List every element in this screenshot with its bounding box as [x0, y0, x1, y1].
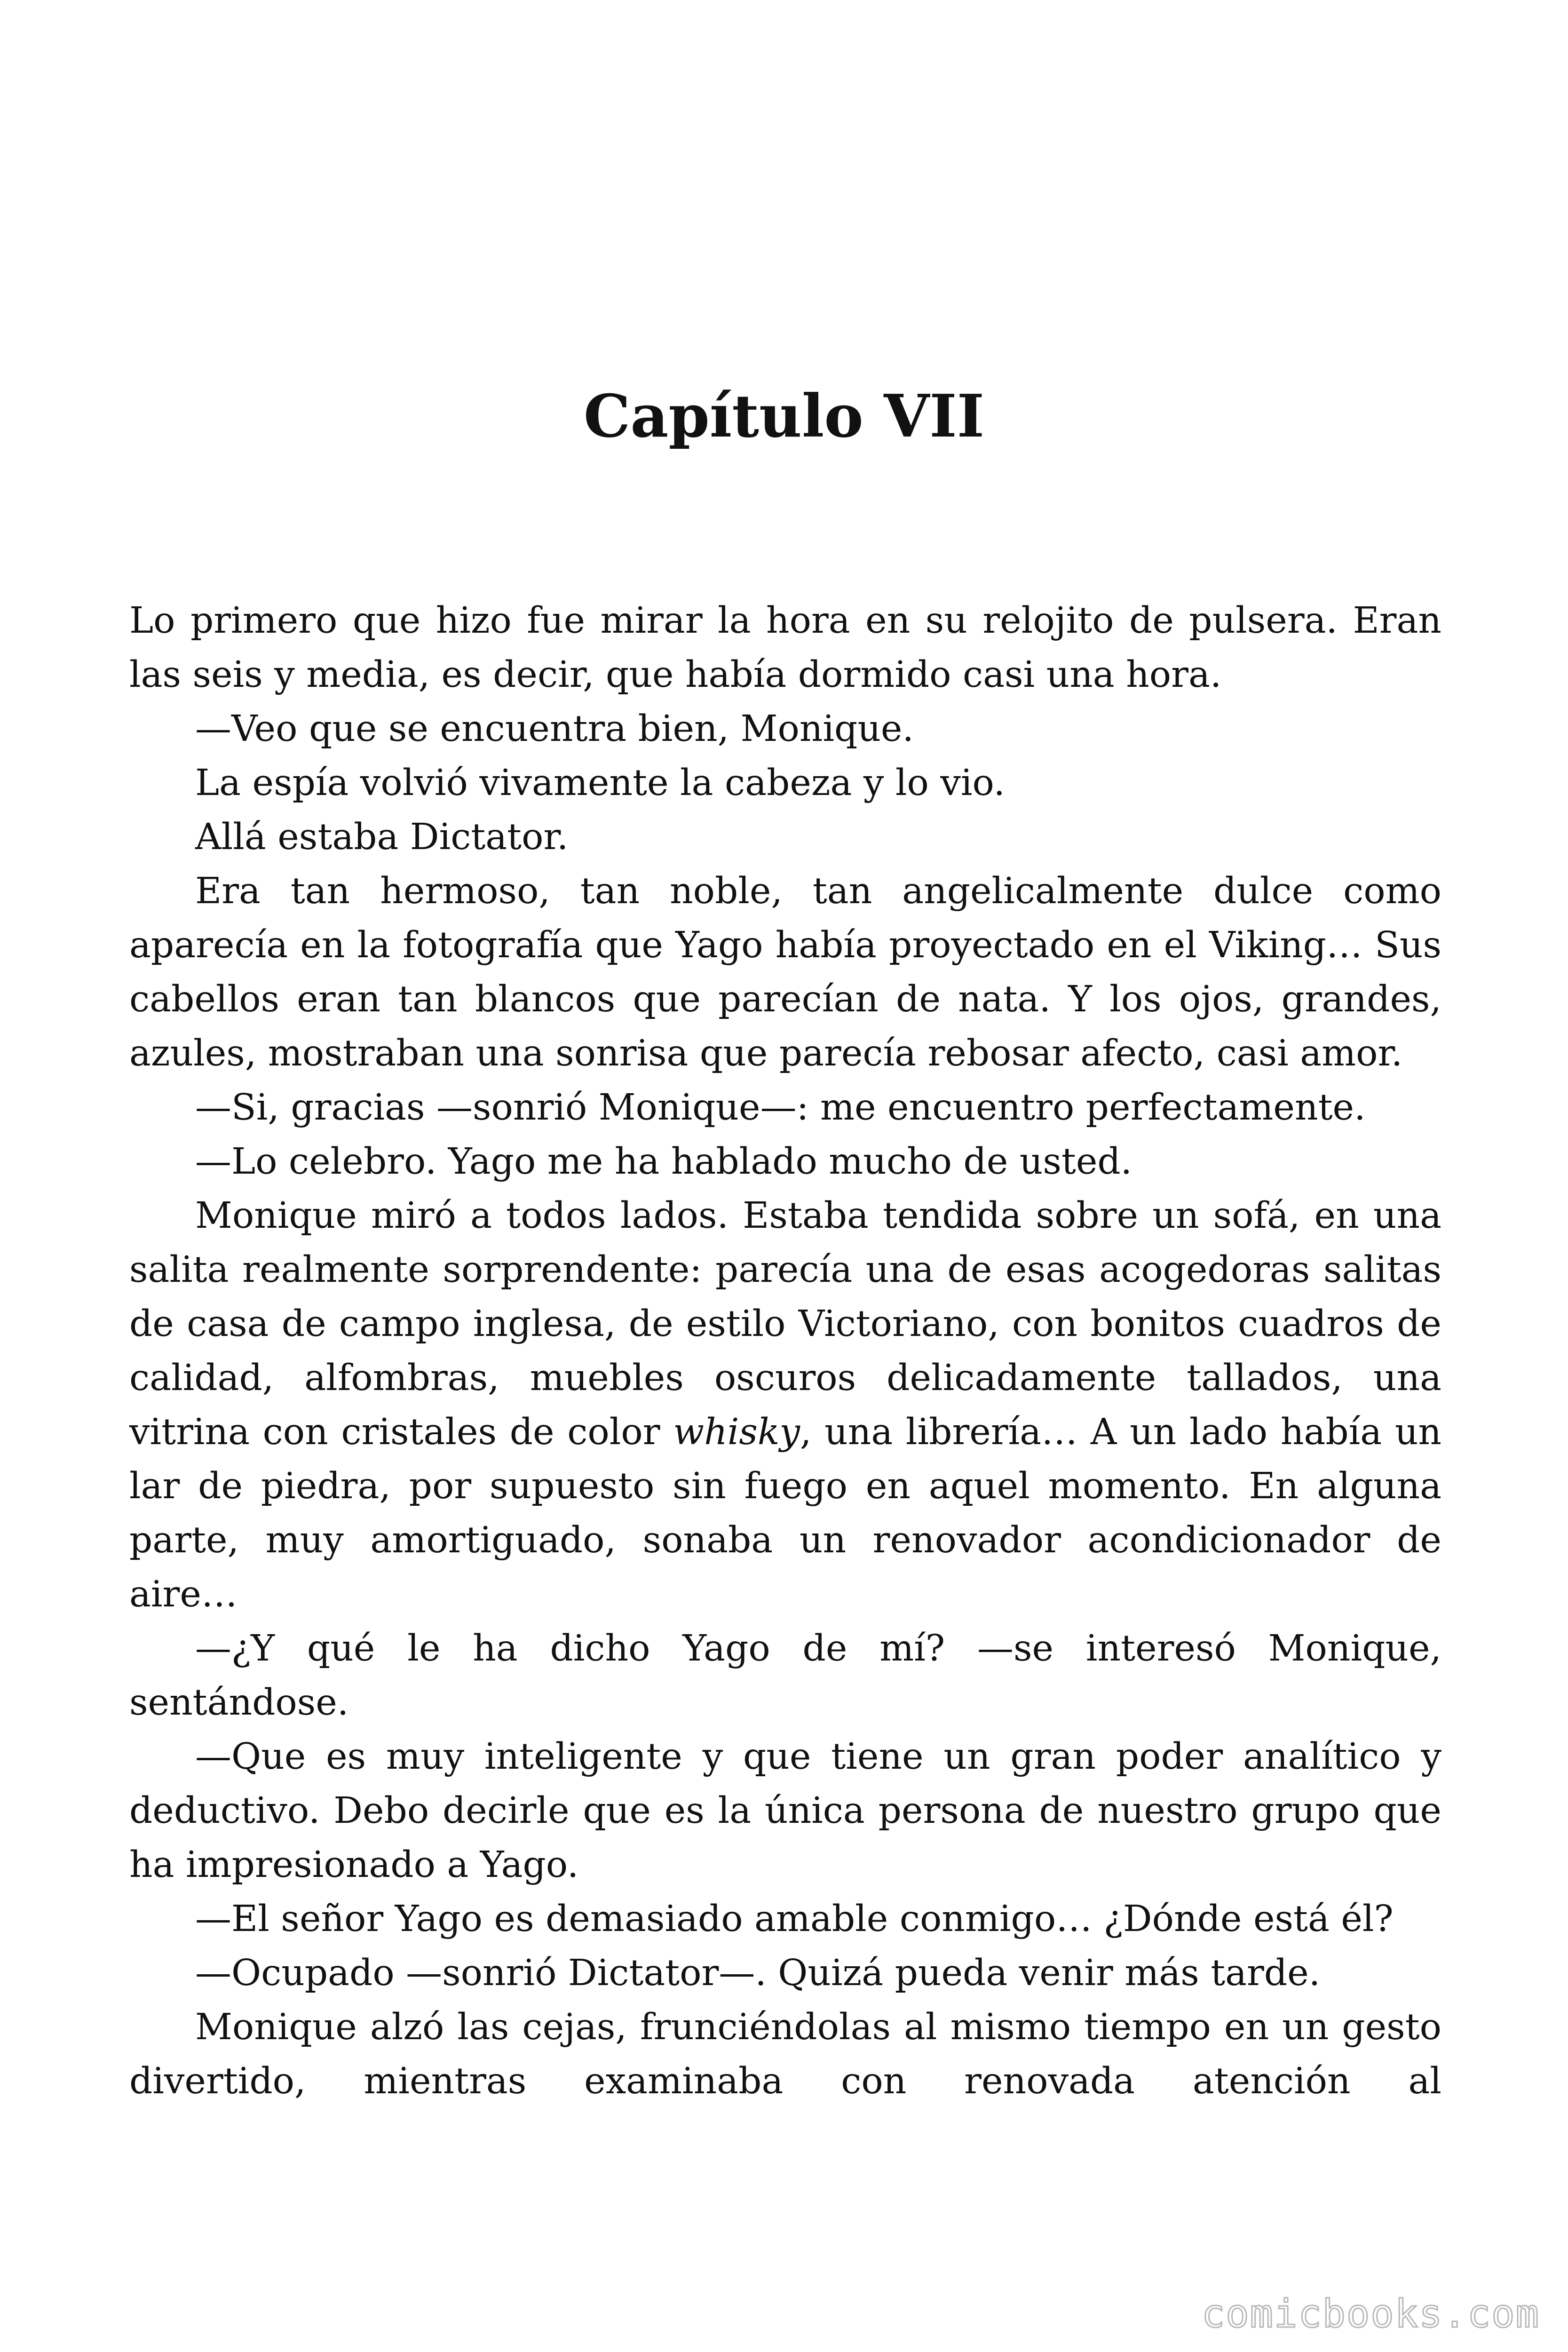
paragraph: Allá estaba Dictator. — [195, 816, 569, 858]
paragraph: Era tan hermoso, tan noble, tan angelicalmente dulce como aparecía en la fotografía que Yago había proyectado en el Viking… Sus cabellos eran tan blancos que parecían de nata. Y los ojos, grandes, azules, mostraban una sonrisa que parecía rebosar afecto, casi amor. — [129, 870, 1441, 1074]
watermark: comicbooks.com — [1201, 2292, 1540, 2336]
paragraph — [129, 1189, 1441, 1621]
paragraph-text: Monique miró a todos lados. Estaba tendida sobre un sofá, en una salita realmente sorprendente: parecía una de esas acogedoras salitas de casa de campo inglesa, de estilo Victoriano, con bonitos cuadros de calidad, alfombras, muebles oscuros delicadamente tallados, una vitrina con cristales de color — [129, 1195, 1441, 1453]
chapter-title: Capítulo VII — [583, 382, 985, 451]
paragraph: La espía volvió vivamente la cabeza y lo vio. — [195, 762, 1005, 804]
paragraph: —¿Y qué le ha dicho Yago de mí? —se interesó Monique, sentándose. — [129, 1628, 1441, 1724]
paragraph: Lo primero que hizo fue mirar la hora en su relojito de pulsera. Eran las seis y media, es decir, que había dormido casi una hora. — [129, 600, 1441, 696]
chapter-body — [129, 594, 1441, 2108]
paragraph: —Ocupado —sonrió Dictator—. Quizá pueda venir más tarde. — [195, 1952, 1321, 1994]
paragraph: —Lo celebro. Yago me ha hablado mucho de usted. — [195, 1141, 1132, 1183]
paragraph-text: , una librería… A un lado había un lar de piedra, por supuesto sin fuego en aquel momento. En alguna parte, muy amortiguado, sonaba un renovador acondicionador de aire… — [129, 1411, 1441, 1615]
paragraph: —Veo que se encuentra bien, Monique. — [195, 708, 914, 750]
paragraph: —El señor Yago es demasiado amable conmigo… ¿Dónde está él? — [195, 1898, 1394, 1940]
paragraph: —Que es muy inteligente y que tiene un gran poder analítico y deductivo. Debo decirle que es la única persona de nuestro grupo que ha impresionado a Yago. — [129, 1736, 1441, 1886]
emphasis-text: whisky — [673, 1411, 800, 1453]
paragraph: Monique alzó las cejas, frunciéndolas al mismo tiempo en un gesto divertido, mientras examinaba con renovada atención al — [129, 2006, 1441, 2102]
paragraph: —Si, gracias —sonrió Monique—: me encuentro perfectamente. — [195, 1087, 1366, 1128]
